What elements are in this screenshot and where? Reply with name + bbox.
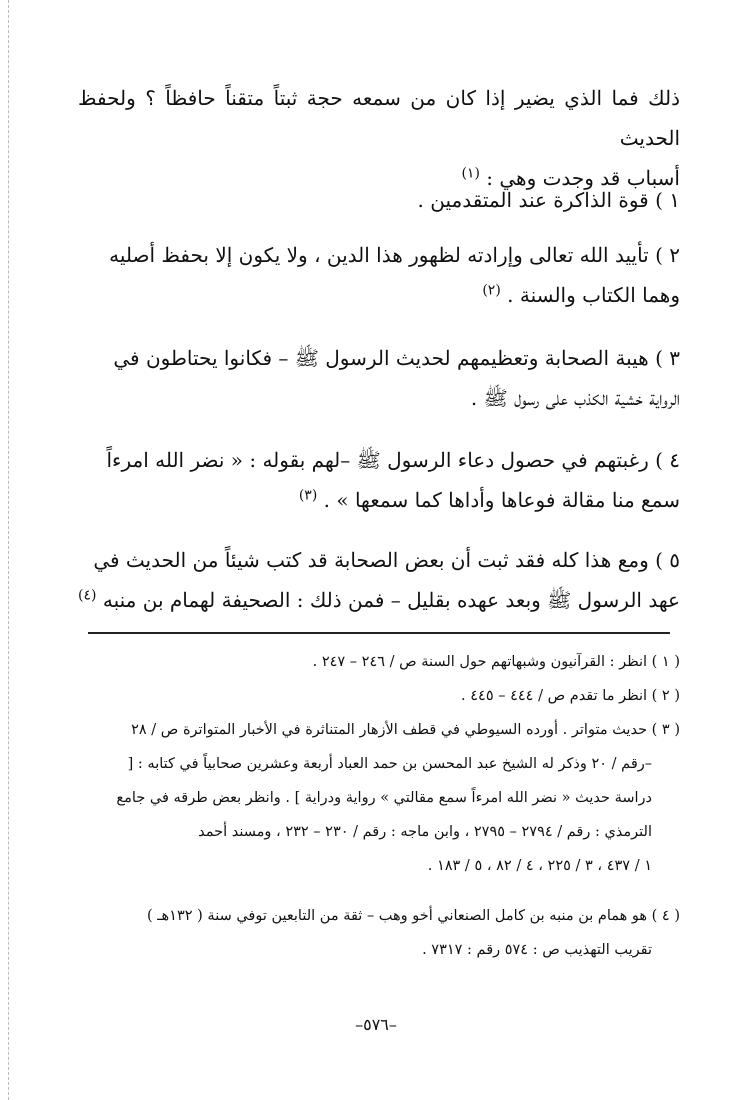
footnote-3-line-5: ١ / ٤٣٧ ، ٣ / ٢٢٥ ، ٤ / ٨٢ ، ٥ / ١٨٣ . bbox=[427, 858, 652, 874]
paragraph-reason-1 bbox=[78, 180, 680, 220]
footnote-separator bbox=[88, 632, 670, 634]
footnote-3-line-4: الترمذي : رقم / ٢٧٩٤ – ٢٧٩٥ ، وابن ماجه : رقم / ٢٣٠ – ٢٣٢ ، ومسند أحمد bbox=[198, 824, 652, 840]
paragraph-reason-5 bbox=[78, 540, 680, 620]
footnote-ref-2: (٢) bbox=[482, 282, 501, 299]
reason-3-line-1: ٣ ) هيبة الصحابة وتعظيمهم لحديث الرسول ﷺ – فكانوا يحتاطون في bbox=[113, 346, 680, 370]
reason-3-line-2: الرواية خشية الكذب على رسول ﷺ . bbox=[470, 386, 680, 410]
paragraph-reason-2 bbox=[78, 235, 680, 315]
footnote-4 bbox=[78, 899, 680, 967]
footnote-1 bbox=[78, 645, 680, 679]
paragraph-reason-3 bbox=[78, 338, 680, 418]
reason-5-line-1: ٥ ) ومع هذا كله فقد ثبت أن بعض الصحابة قد كتب شيئاً من الحديث في bbox=[93, 548, 680, 572]
footnote-4-line-2: تقريب التهذيب ص : ٥٧٤ رقم : ٧٣١٧ . bbox=[422, 942, 652, 958]
intro-line-2-text: أسباب قد وجدت وهي : bbox=[486, 166, 680, 190]
footnote-3 bbox=[78, 713, 680, 883]
footnote-2-text: ( ٢ ) انظر ما تقدم ص / ٤٤٤ – ٤٤٥ . bbox=[461, 688, 680, 704]
footnote-3-line-3: دراسة حديث « نضر الله امرءاً سمع مقالتي » رواية ودراية ] . وانظر بعض طرقه في جامع bbox=[116, 790, 652, 806]
reason-1-line: ١ ) قوة الذاكرة عند المتقدمين . bbox=[417, 188, 680, 212]
reason-5-line-2 bbox=[78, 580, 680, 620]
footnote-4-line-1: ( ٤ ) هو همام بن منبه بن كامل الصنعاني أخو وهب – ثقة من التابعين توفي سنة ( ١٣٢هـ ) bbox=[147, 908, 680, 924]
reason-5-line-2-text: عهد الرسول ﷺ وبعد عهده بقليل – فمن ذلك : الصحيفة لهمام بن منبه bbox=[102, 588, 680, 612]
reason-2-line-1: ٢ ) تأييد الله تعالى وإرادته لظهور هذا الدين ، ولا يكون إلا بحفظ أصليه bbox=[109, 243, 680, 267]
footnote-3-line-1: ( ٣ ) حديث متواتر . أورده السيوطي في قطف الأزهار المتناثرة في الأخبار المتواترة ص / ٢٨ bbox=[131, 722, 680, 738]
footnote-2 bbox=[78, 679, 680, 713]
page-number: –٥٧٦– bbox=[355, 1015, 397, 1034]
reason-4-line-2 bbox=[78, 480, 680, 520]
reason-4-line-1: ٤ ) رغبتهم في حصول دعاء الرسول ﷺ –لهم بقوله : « نضر الله امرءاً bbox=[106, 448, 680, 472]
paragraph-reason-4 bbox=[78, 440, 680, 520]
footnote-3-line-2: –رقم / ٢٠ وذكر له الشيخ عبد المحسن بن حمد العباد أربعة وعشرين صحابياً في كتابه : [ bbox=[127, 756, 652, 772]
reason-2-line-2 bbox=[78, 275, 680, 315]
intro-line-1: ذلك فما الذي يضير إذا كان من سمعه حجة ثبتاً متقناً حافظاً ؟ ولحفظ الحديث bbox=[78, 86, 680, 150]
footnote-ref-1: (١) bbox=[461, 165, 480, 182]
reason-2-line-2-text: وهما الكتاب والسنة . bbox=[507, 283, 680, 307]
footnote-ref-4: (٤) bbox=[78, 587, 97, 604]
footnote-1-text: ( ١ ) انظر : القرآنيون وشبهاتهم حول السنة ص / ٢٤٦ – ٢٤٧ . bbox=[312, 654, 680, 670]
binding-margin-line bbox=[8, 0, 10, 1100]
reason-4-line-2-text: سمع منا مقالة فوعاها وأداها كما سمعها » . bbox=[323, 488, 680, 512]
footnote-ref-3: (٣) bbox=[298, 487, 318, 504]
